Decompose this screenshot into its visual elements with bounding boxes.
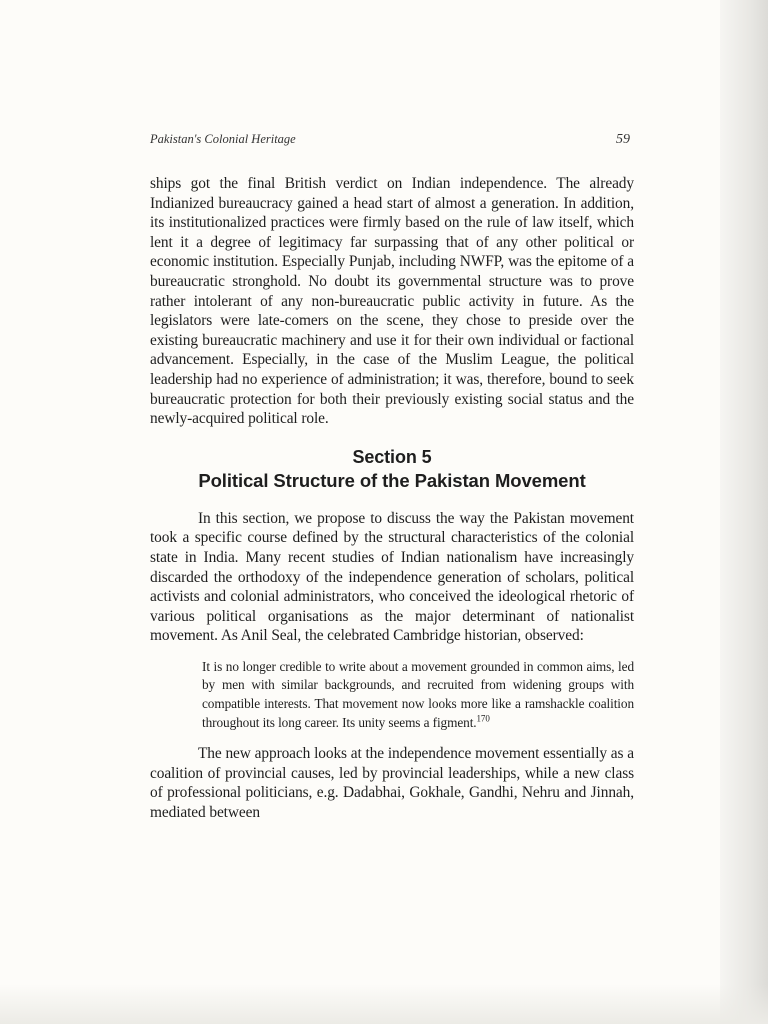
- book-page: [150, 132, 634, 823]
- footnote-marker: 170: [476, 713, 490, 724]
- paragraph-new-approach: The new approach looks at the independence movement essentially as a coalition of provincial causes, led by provincial leaderships, while a new class of professional politicians, e.g. Dadabhai, Gokhale, Gandhi, Nehru and Jinnah, mediated between: [150, 745, 634, 822]
- running-header: [150, 132, 634, 156]
- paragraph-continuation: ships got the final British verdict on Indian independence. The already Indianized bureaucracy gained a head start of almost a generation. In addition, its institutionalized practices were firmly based on the rule of law itself, which lent it a degree of legitimacy far surpassing that of any other political or economic institution. Especially Punjab, including NWFP, was the epitome of a bureaucratic stronghold. No doubt its governmental structure was to prove rather intolerant of any non-bureaucratic public activity in future. As the legislators were late-comers on the scene, they chose to preside over the existing bureaucratic machinery and use it for their own individual or factional advancement. Especially, in the case of the Muslim League, the political leadership had no experience of administration; it was, therefore, bound to seek bureaucratic protection for both their previously existing social status and the newly-acquired political role.: [150, 175, 634, 428]
- running-title: Pakistan's Colonial Heritage: [150, 132, 296, 146]
- section-title: Political Structure of the Pakistan Movement: [198, 469, 586, 491]
- page-bottom-shadow: [0, 984, 768, 1024]
- section-heading: [150, 446, 634, 492]
- section-number: Section 5: [352, 446, 432, 467]
- quote-text: It is no longer credible to write about a movement grounded in common aims, led by men with similar backgrounds, and recruited from widening groups with compatible interests. That movement now looks more like a ramshackle coalition throughout its long career. Its unity seems a figment.: [202, 658, 634, 730]
- block-quote: [202, 658, 634, 732]
- page-number: 59: [616, 132, 630, 147]
- body-text: [150, 174, 634, 823]
- page-edge-shadow: [720, 0, 768, 1024]
- paragraph-intro: In this section, we propose to discuss the way the Pakistan movement took a specific course defined by the structural characteristics of the colonial state in India. Many recent studies of Indian nationalism have increasingly discarded the orthodoxy of the independence generation of scholars, political activists and colonial administrators, who conceived the ideological rhetoric of various political organisations as the major determinant of nationalist movement. As Anil Seal, the celebrated Cambridge historian, observed:: [150, 509, 634, 645]
